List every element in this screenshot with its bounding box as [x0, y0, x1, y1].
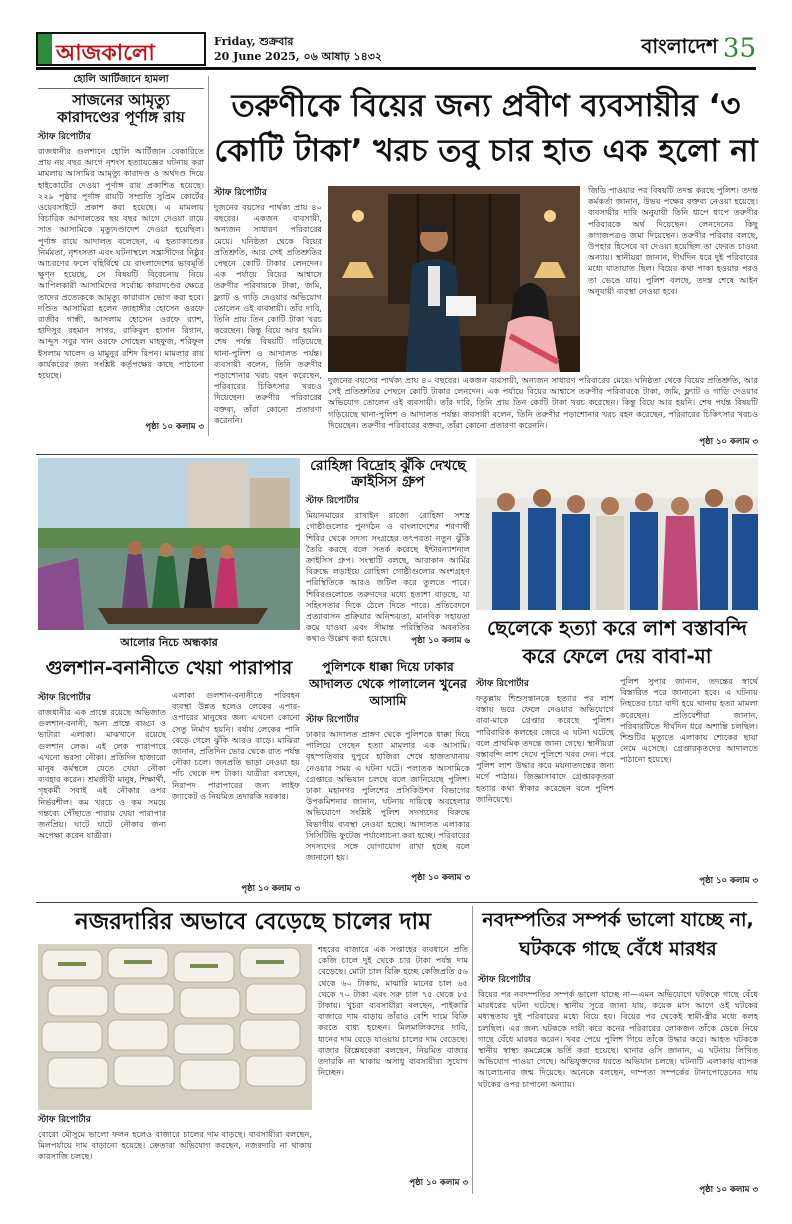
- lead-byline: স্টাফ রিপোর্টার: [214, 188, 267, 198]
- rohingya-headline: রোহিঙ্গা বিদ্রোহ ঝুঁকি দেখছে ক্রাইসিস গ্রুপ: [310, 458, 466, 491]
- newlywed-body: বিয়ের পর নবদম্পতির সম্পর্ক ভালো যাচ্ছে না—এমন অভিযোগে ঘটককে গাছে বেঁধে মারধরের ঘটনা ঘটেছে। স্থানীয় সূত্রে জানা যায়, কয়েক মাস আগে ওই ঘটকের মধ্যস্থতায় দুই পরিবারের মধ্যে বিয়ে হয়। বিয়ের পর থেকেই স্বামী-স্ত্রীর মধ্যে কলহ চলছিল। এর জন্য ঘটককে দায়ী করে কনের পরিবারের লোকজন তাঁকে ডেকে নিয়ে গাছে বেঁধে মারধর করেন। খবর পেয়ে পুলিশ গিয়ে তাঁকে উদ্ধার করে। আহত ঘটককে স্থানীয় স্বাস্থ্য কমপ্লেক্সে ভর্তি করা হয়েছে। থানার ওসি জানান, এ ঘটনায় লিখিত অভিযোগ পাওয়া গেছে। অভিযুক্তদের ধরতে অভিযান চলছে। ঘটনাটি এলাকায় ব্যাপক আলোচনার জন্ম দিয়েছে। অনেকে বলছেন, দাম্পত্য সম্পর্কের টানাপোড়েনের দায় ঘটকের ওপর চাপানো অন্যায়।: [478, 989, 758, 1089]
- newlywed-headline: নবদম্পতির সম্পর্ক ভালো যাচ্ছে না, ঘটককে গাছে বেঁধে মারধর: [482, 909, 754, 960]
- photo-rice-sacks: [38, 944, 312, 1110]
- lead-photo-illustration: [328, 186, 580, 372]
- lead-body-1: দুজনের বয়সের পার্থক্য প্রায় ৪০ বছরের। একজন ব্যবসায়ী, অন্যজন সাধারণ পরিবারের মেয়ে। ঘনিষ্ঠতা থেকে বিয়ের প্রতিশ্রুতি, আর সেই প্রতিশ্রুতির পেছনে কোটি টাকার লেনদেন। এক পর্যায়ে বিয়ের আশ্বাসে তরুণীর পরিবারকে টাকা, জমি, ফ্ল্যাট ও গাড়ি দেওয়ার অভিযোগ তোলেন ওই ব্যবসায়ী। তাঁর দাবি, তিনি প্রায় তিন কোটি টাকা খরচ করেছেন। কিন্তু বিয়ে আর হয়নি। শেষ পর্যন্ত বিষয়টি গড়িয়েছে থানা-পুলিশ ও আদালত পর্যন্ত। ব্যবসায়ী বলেন, তিনি তরুণীর পড়াশোনার খরচ বহন করেছেন, পরিবারের চিকিৎসার খরচও দিয়েছেন। তরুণীর পরিবারের বক্তব্য, তাঁরা কোনো প্রতারণা করেননি।: [214, 202, 322, 425]
- gulshan-headline: গুলশান-বনানীতে খেয়া পারাপার: [45, 657, 293, 679]
- masthead-day: Friday, শুক্রবার: [214, 35, 294, 48]
- murder-headline: ছেলেকে হত্যা করে লাশ বস্তাবন্দি করে ফেলে দেয় বাবা-মা: [487, 616, 747, 668]
- story-gulshan: [38, 690, 300, 898]
- story-rice-under-photo: [38, 1112, 312, 1192]
- gulshan-jump[interactable]: পৃষ্ঠা ১০ কলাম ৩: [241, 884, 300, 894]
- rice-sacks-illustration: [38, 944, 312, 1110]
- lead-body-continued: দুজনের বয়সের পার্থক্য প্রায় ৪০ বছরের। একজন ব্যবসায়ী, অন্যজন সাধারণ পরিবারের মেয়ে। ঘনিষ্ঠতা থেকে বিয়ের প্রতিশ্রুতি, আর সেই প্রতিশ্রুতির পেছনে কোটি টাকার লেনদেন। এক পর্যায়ে বিয়ের আশ্বাসে তরুণীর পরিবারকে টাকা, জমি, ফ্ল্যাট ও গাড়ি দেওয়ার অভিযোগ তোলেন ওই ব্যবসায়ী। তাঁর দাবি, তিনি প্রায় তিন কোটি টাকা খরচ করেছেন। কিন্তু বিয়ে আর হয়নি। শেষ পর্যন্ত বিষয়টি গড়িয়েছে থানা-পুলিশ ও আদালত পর্যন্ত। ব্যবসায়ী বলেন, তিনি তরুণীর পড়াশোনার খরচ বহন করেছেন, পরিবারের চিকিৎসার খরচও দিয়েছেন। তরুণীর পরিবারের বক্তব্য, তাঁরা কোনো প্রতারণা করেননি।: [328, 375, 758, 430]
- section-name: বাংলাদেশ: [641, 34, 718, 58]
- police-byline: স্টাফ রিপোর্টার: [306, 715, 359, 725]
- rohingya-byline: স্টাফ রিপোর্টার: [306, 496, 359, 507]
- rice-byline: স্টাফ রিপোর্টার: [38, 1115, 91, 1125]
- story-byline: স্টাফ রিপোর্টার: [38, 132, 91, 142]
- lead-story-bottom: [328, 375, 758, 451]
- lead-story-col1: [214, 185, 322, 451]
- story-rice: [318, 944, 468, 1192]
- waterside-illustration: [38, 458, 300, 630]
- story-rohingya: [306, 458, 470, 652]
- lead-photo: [328, 186, 580, 372]
- story-newlywed: [478, 972, 758, 1194]
- rice-body-photo: বোরো মৌসুমে ভালো ফলন হলেও বাজারে চালের দাম বাড়ছে। ব্যবসায়ীরা বলছেন, মিলপর্যায়ে দাম বাড়ানো হয়েছে। ক্রেতারা অভিযোগ করছেন, নজরদারি না থাকায় কারসাজি চলছে।: [38, 1129, 312, 1162]
- gulshan-body-1: রাজধানীর এক প্রান্তে রয়েছে অভিজাত গুলশান-বনানী, অন্য প্রান্তে বাড্ডা ও ভাটারা এলাকা। মাঝখানে রয়েছে গুলশান লেক। এই লেক পারাপারে এখনো ভরসা নৌকা। প্রতিদিন হাজারো মানুষ কর্মস্থলে যেতে খেয়া নৌকা ব্যবহার করেন। শ্রমজীবী মানুষ, শিক্ষার্থী, গৃহকর্মী সবাই এই নৌকার ওপর নির্ভরশীল। কম খরচে ও কম সময়ে গন্তব্যে পৌঁছাতে পারায় খেয়া পারাপার জনপ্রিয়। ঘাটে ঘাটে নৌকার জন্য অপেক্ষা করেন যাত্রীরা।: [38, 707, 166, 841]
- masthead-logo: [36, 32, 206, 66]
- police-body: ঢাকার আদালত প্রাঙ্গণ থেকে পুলিশকে ধাক্কা দিয়ে পালিয়ে গেছেন হত্যা মামলার এক আসামি। বৃহস্পতিবার দুপুরে হাজিরা শেষে হাজতখানায় নেওয়ার সময় এ ঘটনা ঘটে। পলাতক আসামিকে গ্রেপ্তারে অভিযান চলছে বলে জানিয়েছে পুলিশ। ঢাকা মহানগর পুলিশের প্রসিকিউশন বিভাগের উপকমিশনার জানান, ঘটনায় দায়িত্বে অবহেলার অভিযোগে সংশ্লিষ্ট পুলিশ সদস্যদের বিরুদ্ধে বিভাগীয় ব্যবস্থা নেওয়া হচ্ছে। আদালত এলাকার সিসিটিভি ফুটেজ পর্যালোচনা করা হচ্ছে। পরিবারের সদস্যদের সঙ্গে যোগাযোগ রাখা হচ্ছে বলে জানানো হয়।: [306, 729, 470, 863]
- newlywed-jump[interactable]: পৃষ্ঠা ১০ কলাম ৩: [699, 1185, 758, 1195]
- masthead-date-text: 20 June 2025, ০৬ আষাঢ় ১৪৩২: [214, 50, 383, 63]
- rice-headline: নজরদারির অভাবে বেড়েছে চালের দাম: [74, 909, 431, 935]
- newlywed-byline: স্টাফ রিপোর্টার: [478, 975, 531, 985]
- gulshan-byline: স্টাফ রিপোর্টার: [38, 693, 91, 703]
- story-headline-1: সাজনের আমৃত্যু: [72, 90, 170, 109]
- lead-jump[interactable]: পৃষ্ঠা ১০ কলাম ৩: [699, 437, 758, 447]
- lead-headline: তরুণীকে বিয়ের জন্য প্রবীণ ব্যবসায়ীর ‘৩ কোটি টাকা’ খরচ তবু চার হাত এক হলো না: [214, 88, 758, 169]
- rohingya-body: মিয়ানমারের রাখাইন রাজ্যে রোহিঙ্গা সশস্ত্র গোষ্ঠীগুলোর পুনর্গঠন ও বাংলাদেশের শরণার্থী শিবির থেকে সদস্য সংগ্রহের তৎপরতা নতুন ঝুঁকি তৈরি করছে বলে সতর্ক করেছে ইন্টারন্যাশনাল ক্রাইসিস গ্রুপ। সংস্থাটি বলছে, আরাকান আর্মির বিরুদ্ধে লড়াইয়ে রোহিঙ্গা গোষ্ঠীগুলোর অংশগ্রহণ পরিস্থিতিকে আরও জটিল করে তুলতে পারে। শিবিরগুলোতে তরুণদের মধ্যে হতাশা বাড়ছে, যা সহিংসতার দিকে ঠেলে দিতে পারে। প্রতিবেদনে প্রত্যাবাসন প্রক্রিয়ার অনিশ্চয়তা, মানবিক সহায়তা কমে যাওয়া এবং সীমান্ত পরিস্থিতির অবনতির কথাও উল্লেখ করা হয়েছে।: [306, 510, 470, 644]
- story-jump[interactable]: পৃষ্ঠা ১০ কলাম ৩: [145, 422, 204, 432]
- story-holey-artisan: [38, 74, 204, 434]
- rice-jump[interactable]: পৃষ্ঠা ১০ কলাম ৩: [409, 1178, 468, 1188]
- rice-body: শহরের বাজারে এক সপ্তাহের ব্যবধানে প্রতি কেজি চালে দুই থেকে চার টাকা পর্যন্ত দাম বেড়েছে। মোটা চাল বিক্রি হচ্ছে কেজিপ্রতি ৫৬ থেকে ৬০ টাকায়, মাঝারি মানের চাল ৬৫ থেকে ৭০ টাকা এবং সরু চাল ৭৫ থেকে ৮৫ টাকায়। খুচরা ব্যবসায়ীরা বলছেন, পাইকারি বাজারে দাম বাড়ায় তাঁরাও বেশি দামে বিক্রি করতে বাধ্য হচ্ছেন। মিলমালিকদের দাবি, ধানের দাম বেড়ে যাওয়ায় চালের দাম বেড়েছে। বাজার বিশ্লেষকেরা বলছেন, নিয়মিত বাজার তদারকি না থাকায় অসাধু ব্যবসায়ীরা সুযোগ নিচ্ছেন।: [318, 944, 468, 1078]
- gulshan-body-2: এলাকা গুলশান-বনানীতে পরিবহন ব্যবস্থা উন্নত হলেও লেকের এপার-ওপারের মানুষের জন্য এখনো কোনো সেতু নির্মাণ হয়নি। বর্ষায় লেকের পানি বেড়ে গেলে ঝুঁকি আরও বাড়ে। মাঝিরা জানান, প্রতিদিন ভোর থেকে রাত পর্যন্ত নৌকা চলে। জনপ্রতি ভাড়া নেওয়া হয় পাঁচ থেকে দশ টাকা। যাত্রীরা বলছেন, নিরাপদ পারাপারের জন্য লাইফ জ্যাকেট ও নিয়মিত তদারকি দরকার।: [172, 690, 300, 801]
- photo-police: [476, 458, 758, 610]
- masthead: [36, 30, 756, 70]
- story-kicker: হোলি আর্টিজানে হামলা: [38, 74, 204, 89]
- police-headline: পুলিশকে ধাক্কা দিয়ে ঢাকার আদালত থেকে পালালেন খুনের আসামি: [309, 659, 467, 708]
- murder-body-1: ফতুল্লায় শিশুসন্তানকে হত্যার পর লাশ বস্তায় ভরে ফেলে দেওয়ার অভিযোগে বাবা-মাকে গ্রেপ্তার করেছে পুলিশ। পারিবারিক কলহের জেরে এ ঘটনা ঘটেছে বলে প্রাথমিক তদন্তে জানা গেছে। স্থানীয়রা বস্তাবন্দি লাশ দেখে পুলিশে খবর দেন। পরে পুলিশ লাশ উদ্ধার করে ময়নাতদন্তের জন্য মর্গে পাঠায়। জিজ্ঞাসাবাদে গ্রেপ্তারকৃতরা হত্যার কথা স্বীকার করেছেন বলে পুলিশ জানিয়েছে।: [476, 693, 614, 804]
- murder-byline: স্টাফ রিপোর্টার: [476, 679, 529, 689]
- rohingya-jump[interactable]: পৃষ্ঠা ১০ কলাম ৬: [411, 636, 470, 647]
- story-headline-2: কারাদণ্ডের পূর্ণাঙ্গ রায়: [57, 107, 185, 126]
- photo-waterside: [38, 458, 300, 630]
- masthead-date: [214, 34, 444, 66]
- photo-waterside-caption: আলোর নিচে অন্ধকার: [120, 636, 218, 649]
- logo-text: আজকালো: [56, 41, 155, 66]
- page-number: 35: [722, 33, 756, 64]
- section-label: [596, 32, 756, 66]
- murder-jump[interactable]: পৃষ্ঠা ১০ কলাম ৩: [699, 876, 758, 886]
- story-body: রাজধানীর গুলশানে হোলি আর্টিজান বেকারিতে প্রায় নয় বছর আগে নৃশংস হত্যাযজ্ঞের ঘটনায় করা মামলায় আসামির আমৃত্যু কারাদণ্ড ও অর্থদণ্ড দিয়ে হাইকোর্টের দেওয়া পূর্ণাঙ্গ রায় প্রকাশিত হয়েছে। ২২৯ পৃষ্ঠার পূর্ণাঙ্গ রায়টি সম্প্রতি সুপ্রিম কোর্টের ওয়েবসাইটে প্রকাশ করা হয়েছে। এ মামলায় বিচারিক আদালতের ছয় বছর আগে দেওয়া রায়ে সাত আসামিকে মৃত্যুদণ্ডাদেশ দেওয়া হয়েছিল। পূর্ণাঙ্গ রায়ে আদালত বলেছেন, এ হত্যাকাণ্ডের নির্মমতা, নৃশংসতা এবং ঘটনাস্থলে সন্ত্রাসীদের নিষ্ঠুর আচরণের ফলে বহির্বিশ্বে যে বাংলাদেশের ভাবমূর্তি ক্ষুণ্ন হয়েছে, সে বিষয়টি বিবেচনায় নিয়ে আপিলকারী আসামিদের সর্বোচ্চ কারাদণ্ডের ক্ষেত্রে তাদের প্রত্যেককে আমৃত্যু কারাবাস ভোগ করা হবে। দণ্ডিত আসামিরা হলেন জাহাঙ্গীর হোসেন ওরফে রাজীব গান্ধী, আসলাম হোসেন ওরফে র‌্যাশ, হাদিসুর রহমান সাগর, রাকিবুল হাসান রিগান, আব্দুস সবুর খান ওরফে সোহেল মাহফুজ, শরিফুল ইসলাম খালেদ ও মামুনুর রশিদ রিপন। মামলার রায় কার্যকরের জন্য সংশ্লিষ্ট কর্তৃপক্ষের কাছে পাঠানো হয়েছে।: [38, 146, 204, 381]
- police-jump[interactable]: পৃষ্ঠা ১০ কলাম ৩: [411, 873, 470, 883]
- lead-body-2: জিডি পাওয়ার পর বিষয়টি তদন্ত করছে পুলিশ। তদন্ত কর্মকর্তা জানান, উভয় পক্ষের বক্তব্য নেওয়া হয়েছে। ব্যবসায়ীর দাবি অনুযায়ী তিনি ধাপে ধাপে তরুণীর পরিবারকে অর্থ দিয়েছেন। লেনদেনের কিছু কাগজপত্রও জমা দিয়েছেন। তরুণীর পরিবার বলছে, উপহার হিসেবে যা দেওয়া হয়েছিল তা ফেরত চাওয়া অন্যায়। স্থানীয়রা জানান, দীর্ঘদিন ধরে দুই পরিবারের মধ্যে যাতায়াত ছিল। বিয়ের কথা পাকা হওয়ার পরও তা ভেঙে যায়। পুলিশ বলছে, তদন্ত শেষে আইন অনুযায়ী ব্যবস্থা নেওয়া হবে।: [588, 185, 758, 296]
- story-murder: [476, 676, 758, 898]
- story-police: [306, 658, 470, 898]
- murder-body-2: পুলিশ সুপার জানান, তদন্তের স্বার্থে বিস্তারিত পরে জানানো হবে। এ ঘটনায় নিহতের চাচা বাদী হয়ে থানায় হত্যা মামলা করেছেন। প্রতিবেশীরা জানান, পরিবারটিতে দীর্ঘদিন ধরে অশান্তি চলছিল। শিশুটির মৃত্যুতে এলাকায় শোকের ছায়া নেমে এসেছে। গ্রেপ্তারকৃতদের আদালতে পাঠানো হয়েছে।: [620, 676, 758, 765]
- police-illustration: [476, 458, 758, 610]
